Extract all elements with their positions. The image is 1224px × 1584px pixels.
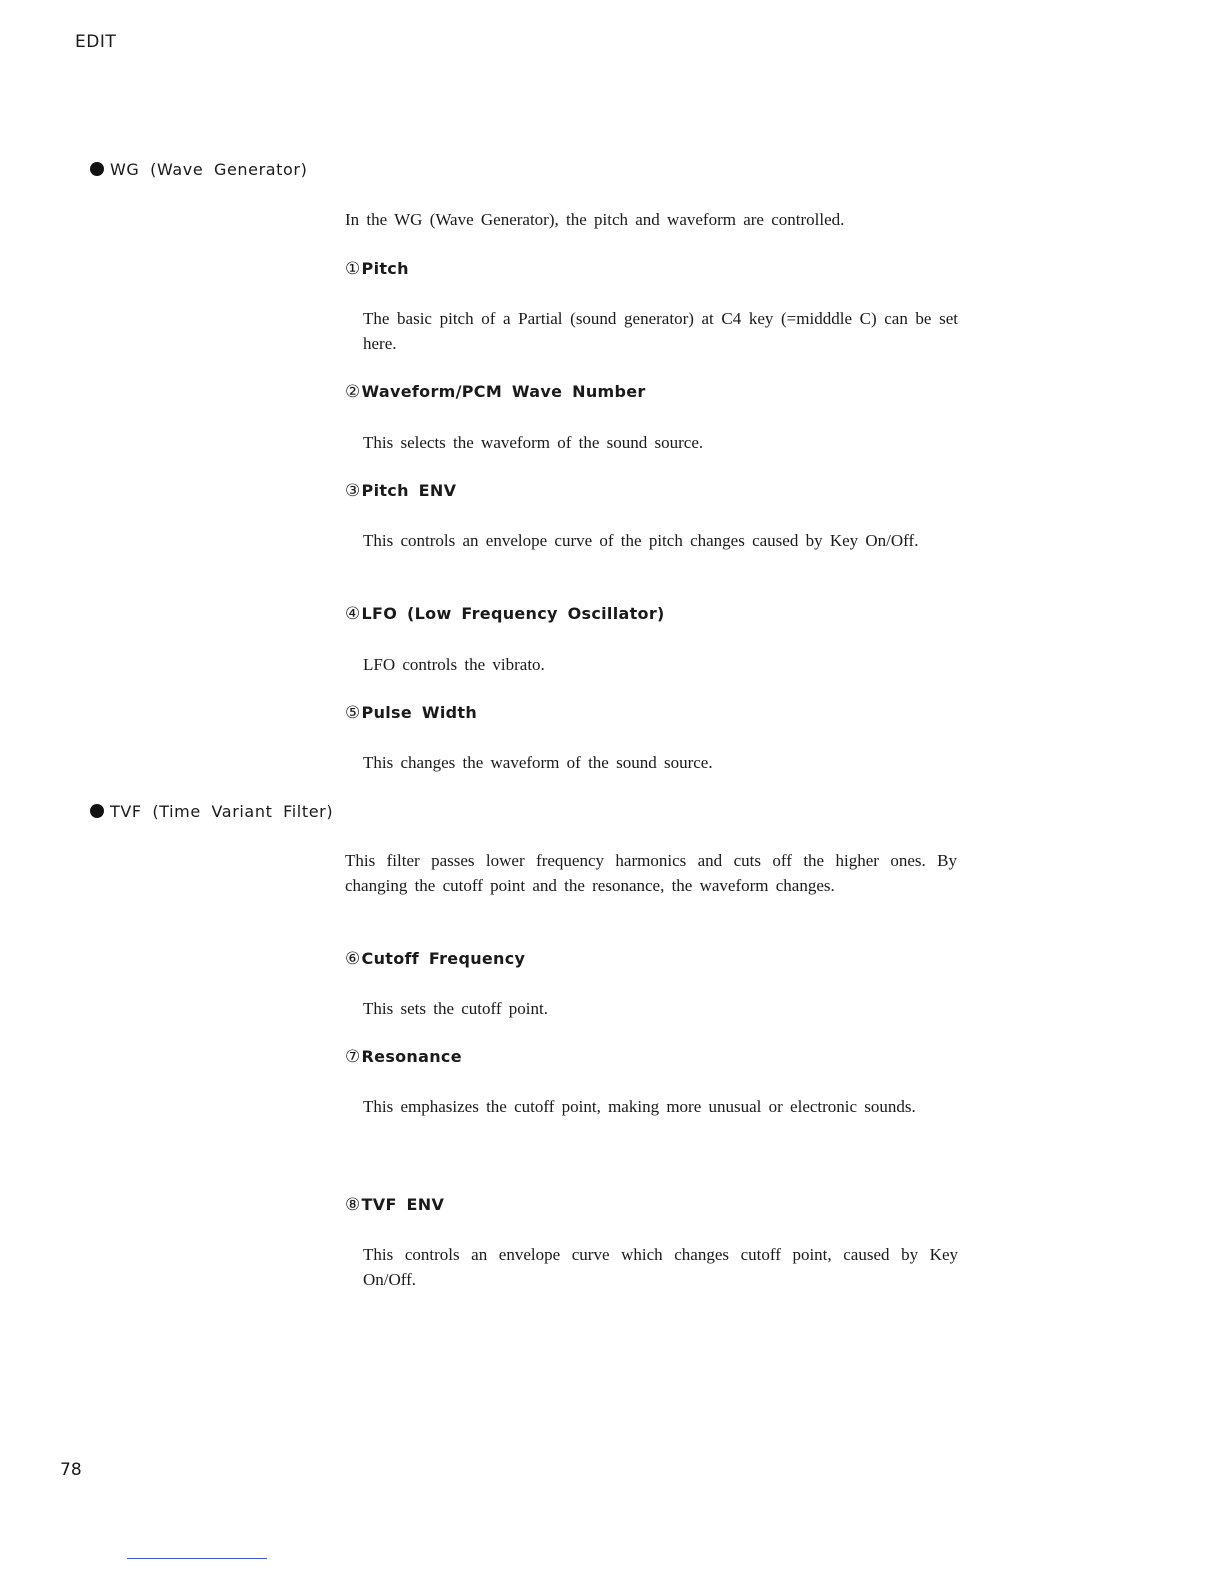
item-title: Resonance xyxy=(361,1047,462,1066)
item-title: Cutoff Frequency xyxy=(361,949,526,968)
item-heading-pitch xyxy=(345,259,409,279)
item-number: ④ xyxy=(345,604,361,623)
item-title: Pulse Width xyxy=(361,703,478,722)
item-number: ⑧ xyxy=(345,1195,361,1214)
section-heading-tvf xyxy=(90,802,333,821)
item-desc-lfo: LFO controls the vibrato. xyxy=(363,655,545,674)
item-title: LFO (Low Frequency Oscillator) xyxy=(361,604,665,623)
section-heading-text: TVF (Time Variant Filter) xyxy=(110,802,334,821)
item-number: ⑦ xyxy=(345,1047,361,1066)
item-title: Pitch ENV xyxy=(361,481,457,500)
bullet-icon xyxy=(90,162,104,176)
page-number: 78 xyxy=(60,1460,82,1480)
item-number: ③ xyxy=(345,481,361,500)
item-number: ① xyxy=(345,259,361,278)
item-number: ⑤ xyxy=(345,703,361,722)
item-heading-resonance xyxy=(345,1047,462,1067)
section-intro-wg: In the WG (Wave Generator), the pitch and waveform are controlled. xyxy=(345,210,845,229)
item-desc-resonance: This emphasizes the cutoff point, making more unusual or electronic sounds. xyxy=(363,1097,916,1116)
item-title: Waveform/PCM Wave Number xyxy=(361,382,646,401)
section-heading-wg xyxy=(90,160,307,179)
item-heading-tvf-env xyxy=(345,1195,444,1215)
item-number: ② xyxy=(345,382,361,401)
item-desc-pitch-env: This controls an envelope curve of the pitch changes caused by Key On/Off. xyxy=(363,531,919,550)
item-desc-cutoff: This sets the cutoff point. xyxy=(363,999,548,1018)
item-desc-tvf-env: This controls an envelope curve which changes cutoff point, caused by Key On/Off. xyxy=(363,1245,958,1289)
footer-divider xyxy=(127,1558,267,1559)
item-desc-pulse-width: This changes the waveform of the sound source. xyxy=(363,753,713,772)
item-number: ⑥ xyxy=(345,949,361,968)
item-title: TVF ENV xyxy=(361,1195,445,1214)
section-intro-tvf: This filter passes lower frequency harmonics and cuts off the higher ones. By changing the cutoff point and the resonance, the waveform changes. xyxy=(345,851,957,895)
page-header-label: EDIT xyxy=(75,32,117,52)
item-desc-waveform: This selects the waveform of the sound source. xyxy=(363,433,704,452)
item-desc-pitch: The basic pitch of a Partial (sound generator) at C4 key (=midddle C) can be set here. xyxy=(363,309,958,353)
item-heading-lfo xyxy=(345,604,665,624)
item-heading-waveform xyxy=(345,382,646,402)
item-heading-pulse-width xyxy=(345,703,477,723)
item-heading-pitch-env xyxy=(345,481,456,501)
item-title: Pitch xyxy=(361,259,409,278)
bullet-icon xyxy=(90,804,104,818)
item-heading-cutoff xyxy=(345,949,525,969)
section-heading-text: WG (Wave Generator) xyxy=(110,160,308,179)
